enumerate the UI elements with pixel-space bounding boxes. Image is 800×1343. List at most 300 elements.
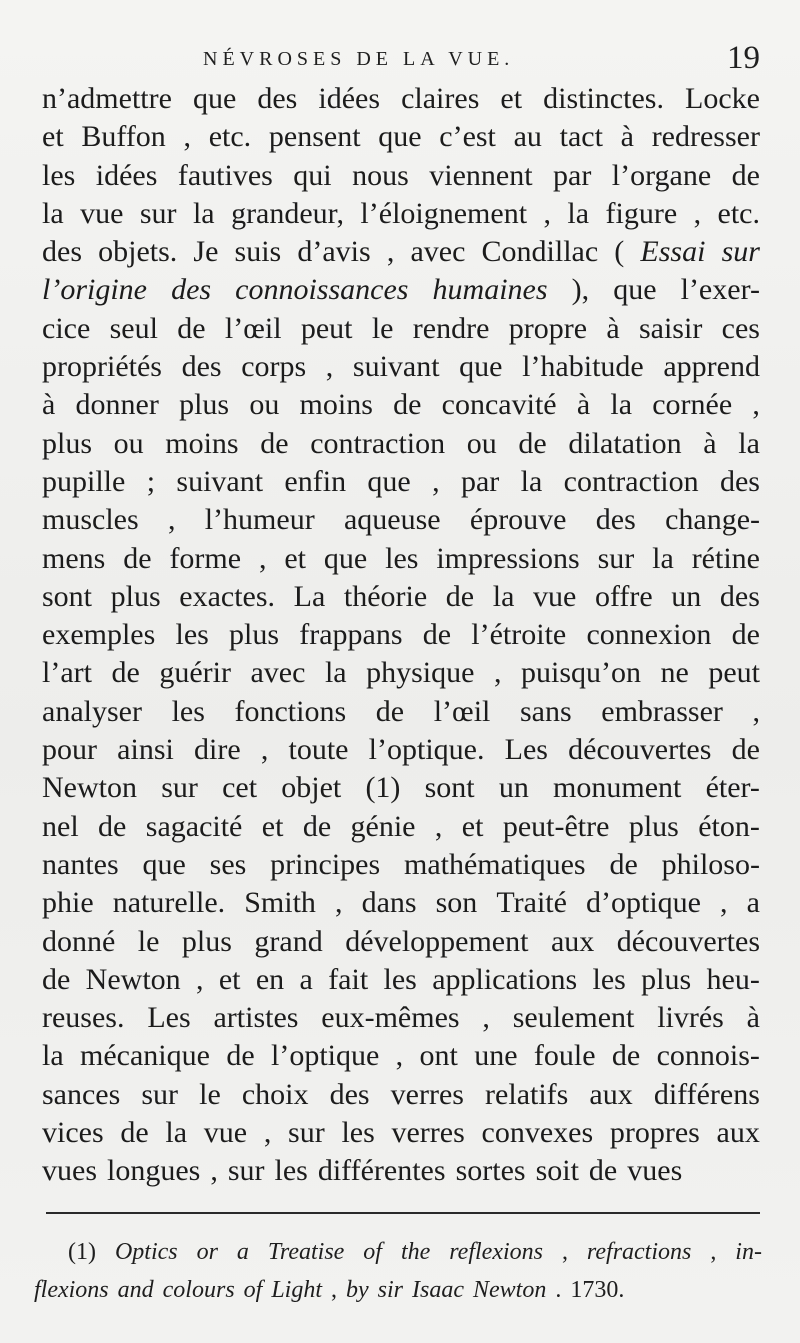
word: eux-mêmes (321, 1001, 460, 1035)
word: les (383, 962, 417, 996)
word: sortes (455, 1154, 526, 1188)
word: et (284, 541, 307, 575)
word: relatifs (485, 1077, 569, 1111)
word: son (435, 886, 478, 920)
word: philoso- (661, 847, 760, 881)
word: , (386, 235, 395, 269)
word: plus (641, 962, 692, 996)
text-line (42, 463, 760, 501)
word: de (375, 694, 405, 728)
word: vue (203, 1116, 248, 1150)
word: a (746, 886, 760, 920)
word: avec (410, 235, 466, 269)
footnote-divider (46, 1212, 760, 1214)
word: vices (42, 1116, 104, 1150)
word: à (703, 426, 717, 460)
text-line (42, 769, 760, 807)
word: sances (42, 1077, 121, 1111)
word: (1) (365, 771, 401, 805)
word: l’éloignement (360, 196, 528, 230)
word: physique (366, 656, 475, 690)
word: sagacité (145, 809, 243, 843)
word: la (324, 656, 347, 690)
word: l’optique. (368, 733, 485, 767)
word: à (606, 311, 620, 345)
word: éton- (698, 809, 760, 843)
word: dans (361, 886, 417, 920)
word: etc. (208, 120, 252, 154)
word: au (513, 120, 542, 154)
word: plus (42, 426, 93, 460)
word: colours (162, 1277, 235, 1303)
word: cet (222, 771, 258, 805)
word: l’habitude (522, 350, 644, 384)
word: connexion (586, 618, 712, 652)
word: de (422, 618, 452, 652)
word: sont (424, 771, 475, 805)
word: de (123, 541, 152, 575)
word: aux (589, 1077, 633, 1111)
word: Je (193, 235, 219, 269)
word: découvertes (616, 924, 760, 958)
word: la (610, 388, 633, 422)
word: , (167, 503, 176, 537)
word: en (255, 962, 285, 996)
text-line (42, 271, 760, 309)
word: fonctions (234, 694, 347, 728)
word: de (611, 1039, 641, 1073)
word: l’œil (433, 694, 491, 728)
word: le (199, 1077, 221, 1111)
word: naturelle. (112, 886, 226, 920)
word: suivant (176, 464, 264, 498)
word: peut-être (502, 809, 610, 843)
word: ne (660, 656, 689, 690)
word: connois- (656, 1039, 760, 1073)
word: the (400, 1239, 431, 1265)
word: mécanique (80, 1039, 210, 1073)
word: exemples (42, 618, 156, 652)
word: que (367, 464, 411, 498)
word: vue (80, 196, 124, 230)
word: la (42, 1039, 64, 1073)
word: rétine (691, 541, 760, 575)
word: la (738, 426, 760, 460)
word: vue (533, 579, 577, 613)
word: of (243, 1277, 263, 1303)
word: à (620, 120, 634, 154)
word: Treatise (267, 1239, 345, 1265)
word: que (142, 847, 186, 881)
word: propre (508, 311, 588, 345)
text-line (42, 1037, 760, 1075)
word: Traité (496, 886, 567, 920)
word: génie (350, 809, 416, 843)
word: , (210, 1154, 218, 1188)
word: Condillac (481, 235, 599, 269)
text-line (42, 157, 760, 195)
word: contraction (563, 464, 699, 498)
word: rendre (412, 311, 490, 345)
word: viennent (429, 158, 533, 192)
word: aux (550, 924, 595, 958)
word: peut (708, 656, 760, 690)
text-line (42, 80, 760, 118)
word: Newton (473, 1277, 547, 1303)
word: de (588, 1154, 618, 1188)
word: foule (533, 1039, 596, 1073)
word: (1) (68, 1239, 96, 1265)
word: , (258, 541, 267, 575)
word: , (693, 196, 702, 230)
word: développement (345, 924, 529, 958)
word: de (731, 618, 760, 652)
word: verres (390, 1077, 464, 1111)
word: d’avis (297, 235, 371, 269)
word: idées (318, 82, 381, 115)
word: Newton (85, 962, 181, 996)
word: mathématiques (403, 847, 586, 881)
word: de (731, 733, 760, 767)
word: 1730. (570, 1277, 625, 1303)
word: la (492, 579, 515, 613)
text-line (42, 195, 760, 233)
running-head (0, 40, 800, 84)
word: moins (299, 388, 373, 422)
text-line (42, 1152, 760, 1190)
word: , (331, 1277, 338, 1303)
word: phie (42, 886, 94, 920)
word: dilatation (568, 426, 682, 460)
word: sur (721, 235, 760, 269)
word: l’organe (611, 158, 712, 192)
word: donné (42, 924, 116, 958)
word: de (518, 426, 547, 460)
text-line (42, 118, 760, 156)
text-line (42, 846, 760, 884)
word: que (459, 350, 503, 384)
text-line (42, 808, 760, 846)
word: change- (665, 503, 760, 537)
word: de (42, 962, 71, 996)
word: analyser (42, 694, 142, 728)
word: par (553, 158, 592, 192)
word: les (42, 158, 76, 192)
word: de (177, 311, 206, 345)
word: et (500, 82, 523, 115)
word: La (293, 579, 326, 613)
word: or (196, 1239, 218, 1265)
word: grand (254, 924, 323, 958)
word: suis (234, 235, 282, 269)
text-line (42, 961, 760, 999)
word: vues (627, 1154, 683, 1188)
word: . (555, 1277, 562, 1303)
word: , (543, 196, 551, 230)
word: ), (571, 273, 590, 307)
word: cice (42, 311, 91, 345)
word: différens (653, 1077, 760, 1111)
word: peut (300, 311, 353, 345)
word: pensent (268, 120, 361, 154)
word: contraction (310, 426, 446, 460)
word: un (671, 579, 702, 613)
word: , (196, 962, 204, 996)
text-line (42, 654, 760, 692)
word: ces (721, 311, 760, 345)
word: , (263, 1116, 272, 1150)
word: , (183, 120, 192, 154)
word: corps (241, 350, 307, 384)
word: aqueuse (343, 503, 441, 537)
word: avec (250, 656, 306, 690)
word: des (329, 1077, 370, 1111)
word: ; (146, 464, 156, 498)
word: , (752, 388, 760, 422)
word: a (299, 962, 313, 996)
text-line (42, 310, 760, 348)
word: pupille (42, 464, 126, 498)
word: de (260, 426, 289, 460)
word: Light (271, 1277, 323, 1303)
footnote-line (34, 1271, 762, 1309)
word: les (341, 1116, 375, 1150)
word: objet (281, 771, 342, 805)
word: des (595, 503, 636, 537)
word: , (482, 1001, 490, 1035)
word: fait (328, 962, 369, 996)
word: les (175, 618, 209, 652)
word: heu- (706, 962, 760, 996)
word: des (257, 82, 298, 115)
text-line (42, 1114, 760, 1152)
word: des (181, 350, 222, 384)
word: monument (553, 771, 682, 805)
word: , (432, 464, 440, 498)
word: exactes. (179, 579, 276, 613)
word: grandeur, (231, 196, 344, 230)
word: sur (597, 541, 635, 575)
word: reuses. (42, 1001, 125, 1035)
word: , (260, 733, 269, 767)
footnote-line (34, 1233, 762, 1271)
word: of (363, 1239, 382, 1265)
text-line (42, 501, 760, 539)
word: , (493, 656, 502, 690)
word: cornée (652, 388, 733, 422)
footnote (34, 1233, 762, 1309)
word: la (652, 541, 674, 575)
page-number: 19 (727, 40, 760, 76)
word: fautives (177, 158, 273, 192)
word: l’humeur (204, 503, 315, 537)
word: la (192, 196, 215, 230)
text-line (42, 348, 760, 386)
word: propres (609, 1116, 700, 1150)
word: sans (519, 694, 572, 728)
word: soit (535, 1154, 579, 1188)
word: Essai (640, 235, 706, 269)
word: Optics (114, 1239, 178, 1265)
word: , (561, 1239, 568, 1265)
word: que (323, 541, 368, 575)
word: ont (419, 1039, 458, 1073)
word: sur (161, 771, 198, 805)
word: ou (113, 426, 144, 460)
word: l’origine (42, 273, 147, 307)
word: de (302, 809, 332, 843)
word: plus (179, 388, 230, 422)
word: in- (735, 1239, 762, 1265)
word: plus (110, 579, 161, 613)
word: ou (249, 388, 280, 422)
word: les (171, 694, 205, 728)
word: à (576, 388, 591, 422)
word: figure (605, 196, 678, 230)
body-text (42, 80, 760, 1191)
word: , (335, 886, 343, 920)
word: de (393, 388, 422, 422)
word: des (719, 579, 760, 613)
text-line (42, 731, 760, 769)
word: à (746, 1001, 760, 1035)
word: découvertes (568, 733, 712, 767)
word: et (42, 120, 64, 154)
word: sur (288, 1116, 325, 1150)
word: la (567, 196, 590, 230)
word: l’exer- (680, 273, 760, 307)
word: et (261, 809, 284, 843)
word: mens (42, 541, 106, 575)
word: le (137, 924, 160, 958)
word: frappans (299, 618, 403, 652)
word: offre (594, 579, 653, 613)
word: flexions (34, 1277, 109, 1303)
word: de (731, 158, 760, 192)
word: redresser (651, 120, 760, 154)
word: seul (109, 311, 158, 345)
word: humaines (432, 273, 548, 307)
word: claires (401, 82, 480, 115)
word: ainsi (117, 733, 174, 767)
word: apprend (663, 350, 760, 384)
word: à (42, 388, 56, 422)
word: des (171, 273, 212, 307)
word: , (710, 1239, 717, 1265)
text-line (42, 386, 760, 424)
word: principes (270, 847, 381, 881)
word: que (192, 82, 237, 115)
word: une (474, 1039, 518, 1073)
word: convexes (481, 1116, 594, 1150)
word: éprouve (469, 503, 567, 537)
word: seulement (512, 1001, 635, 1035)
word: toute (288, 733, 349, 767)
word: et (218, 962, 241, 996)
text-line (42, 616, 760, 654)
word: un (498, 771, 529, 805)
word: impressions (436, 541, 580, 575)
word: l’optique (271, 1039, 380, 1073)
word: , (434, 809, 443, 843)
word: reflexions (449, 1239, 543, 1265)
word: etc. (717, 196, 760, 230)
word: Smith (244, 886, 316, 920)
word: aux (716, 1116, 760, 1150)
word: Les (504, 733, 548, 767)
word: nel (42, 809, 79, 843)
word: Locke (685, 82, 760, 115)
word: d’optique (586, 886, 701, 920)
word: que (613, 273, 657, 307)
word: objets. (98, 235, 178, 269)
word: plus (628, 809, 679, 843)
text-line (42, 693, 760, 731)
word: qui (293, 158, 332, 192)
word: l’œil (224, 311, 282, 345)
word: puisqu’on (520, 656, 641, 690)
word: saisir (638, 311, 703, 345)
word: refractions (586, 1239, 692, 1265)
text-line (42, 425, 760, 463)
word: de (609, 847, 638, 881)
text-line (42, 540, 760, 578)
word: sir (377, 1277, 404, 1303)
word: différentes (317, 1154, 446, 1188)
word: propriétés (42, 350, 162, 384)
word: les (385, 541, 419, 575)
word: l’art (42, 656, 92, 690)
word: , (752, 694, 760, 728)
word: forme (169, 541, 242, 575)
word: la (165, 1116, 188, 1150)
word: sont (42, 579, 93, 613)
word: et (461, 809, 484, 843)
text-line (42, 1076, 760, 1114)
word: ou (466, 426, 497, 460)
word: nous (352, 158, 409, 192)
word: ses (209, 847, 247, 881)
word: des (719, 464, 760, 498)
word: muscles (42, 503, 139, 537)
word: de (111, 656, 140, 690)
word: de (120, 1116, 149, 1150)
word: Newton (42, 771, 137, 805)
word: longues (107, 1154, 201, 1188)
word: connoissances (235, 273, 409, 307)
word: l’étroite (471, 618, 567, 652)
word: nantes (42, 847, 119, 881)
word: théorie (343, 579, 428, 613)
word: tact (559, 120, 603, 154)
word: , (720, 886, 728, 920)
word: c’est (439, 120, 496, 154)
text-line (42, 578, 760, 616)
word: de (226, 1039, 255, 1073)
text-line (42, 233, 760, 271)
word: concavité (441, 388, 557, 422)
word: livrés (657, 1001, 724, 1035)
word: artistes (213, 1001, 299, 1035)
word: moins (165, 426, 239, 460)
word: de (445, 579, 475, 613)
word: sur (227, 1154, 265, 1188)
word: and (117, 1277, 154, 1303)
word: Buffon (81, 120, 166, 154)
word: , (395, 1039, 404, 1073)
text-line (42, 999, 760, 1037)
word: plus (229, 618, 280, 652)
